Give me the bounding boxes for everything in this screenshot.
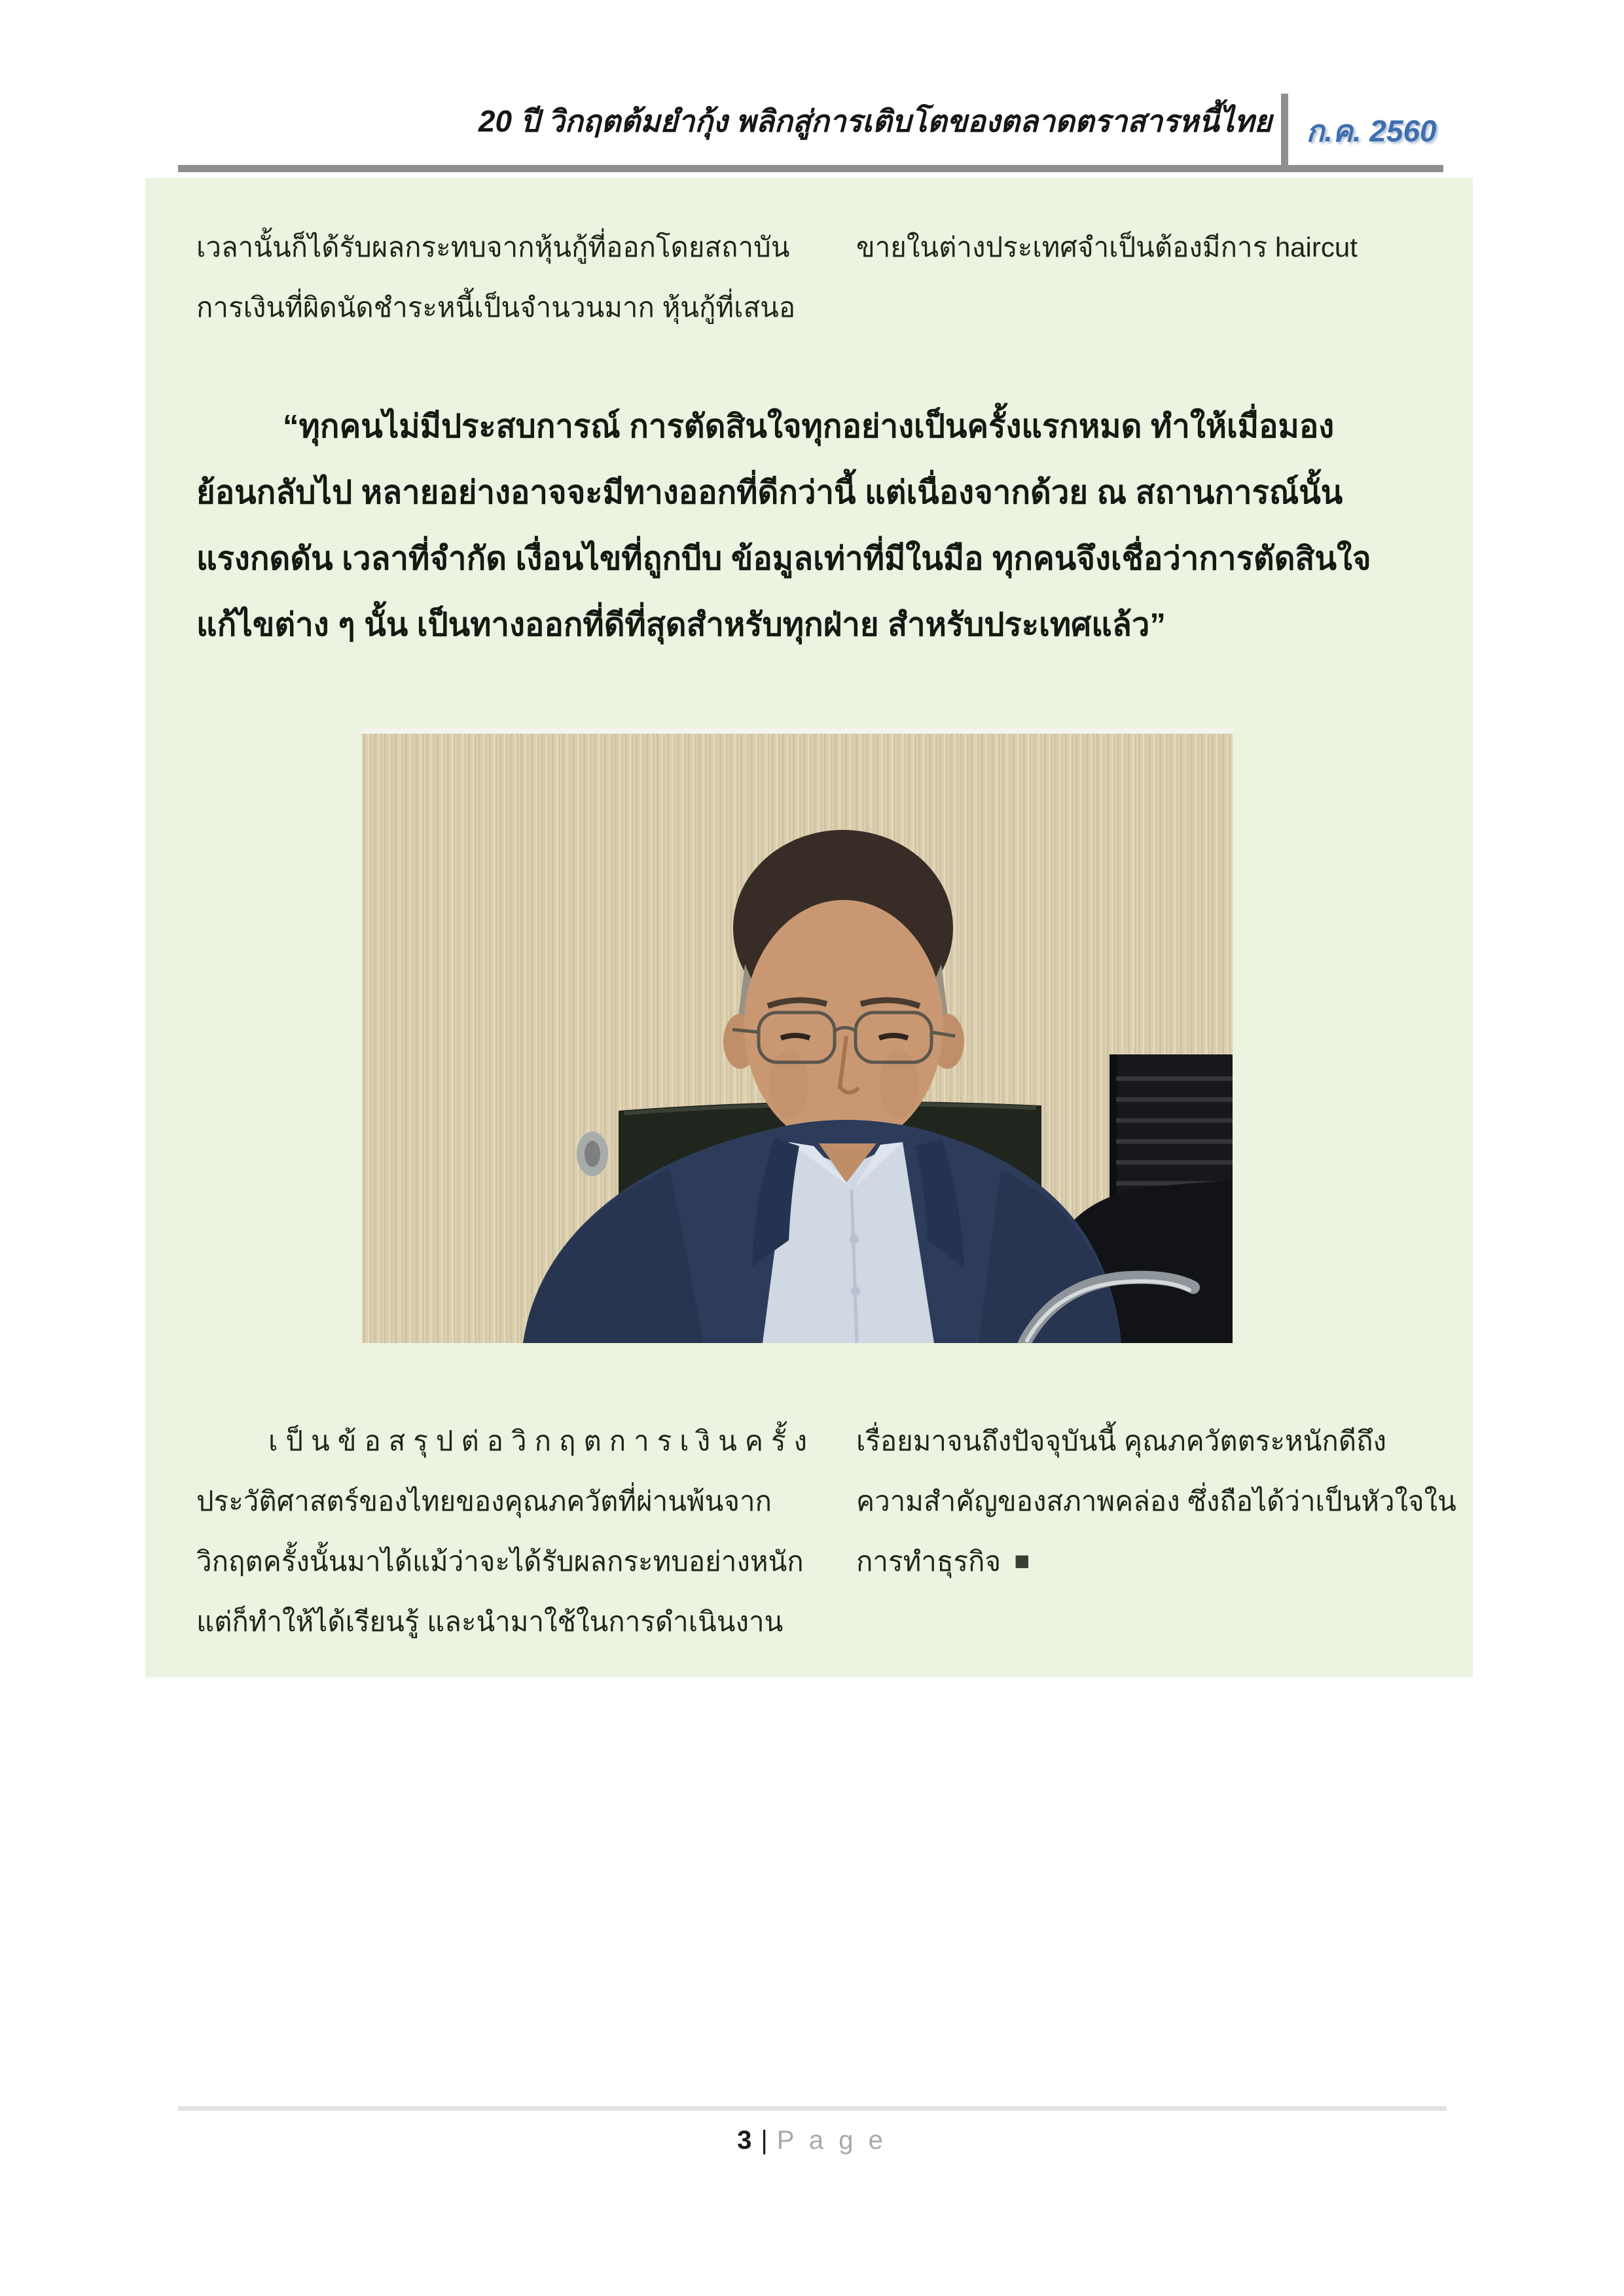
paragraph-line-text: การทำธุรกิจ [856,1546,1001,1577]
paragraph-line [856,1532,1471,1592]
quote-line: ย้อนกลับไป หลายอย่างอาจจะมีทางออกที่ดีกว่านี้ แต่เนื่องจากด้วย ณ สถานการณ์นั้น [196,475,1343,511]
paragraph-line: การเงินที่ผิดนัดชำระหนี้เป็นจำนวนมาก หุ้นกู้ที่เสนอ [196,292,796,323]
intro-column-right [856,217,1471,278]
page-footer [0,2126,1624,2155]
paragraph-line: วิกฤตครั้งนั้นมาได้แม้ว่าจะได้รับผลกระทบอย่างหนัก [196,1546,804,1577]
header-date: ก.ค. 2560 [1306,114,1437,148]
content-panel [145,178,1473,1677]
paragraph-line: ประวัติศาสตร์ของไทยของคุณภควัตที่ผ่านพ้นจาก [196,1486,772,1516]
page-number: 3 [737,2126,752,2155]
portrait-photo-illustration [362,728,1233,1343]
photo-top-strip [362,728,1233,734]
paragraph-line: เป็นข้อสรุปต่อวิกฤตการเงินครั้ง [268,1426,816,1456]
paragraph-line: เรื่อยมาจนถึงปัจจุบันนี้ คุณภควัตตระหนักดีถึง [856,1426,1387,1456]
header-separator-bar [1281,94,1288,171]
paragraph-line: เวลานั้นก็ได้รับผลกระทบจากหุ้นกู้ที่ออกโดยสถาบัน [196,232,790,262]
article-end-mark: ■ [1014,1547,1030,1575]
quote-line: “ทุกคนไม่มีประสบการณ์ การตัดสินใจทุกอย่างเป็นครั้งแรกหมด ทำให้เมื่อมอง [283,409,1335,444]
intro-column-left [196,217,818,338]
outro-column-right [856,1411,1471,1592]
paragraph-line: ขายในต่างประเทศจำเป็นต้องมีการ haircut [856,232,1358,262]
face [744,900,943,1149]
eye [781,1035,810,1038]
eye [879,1035,908,1038]
quote-line: แก้ไขต่าง ๆ นั้น เป็นทางออกที่ดีที่สุดสำหรับทุกฝ่าย สำหรับประเทศแล้ว” [196,607,1166,643]
footer-rule [178,2106,1447,2111]
outro-column-left [196,1411,818,1652]
quote-line: แรงกดดัน เวลาที่จำกัด เงื่อนไขที่ถูกบีบ ข้อมูลเท่าที่มีในมือ ทุกคนจึงเชื่อว่าการตัดสินใจ [196,541,1371,577]
page-header-title: 20 ปี วิกฤตต้มยำกุ้ง พลิกสู่การเติบโตของตลาดตราสารหนี้ไทย [478,104,1272,138]
portrait-photo [362,728,1233,1343]
pull-quote [196,394,1437,658]
paragraph-line: ความสำคัญของสภาพคล่อง ซึ่งถือได้ว่าเป็นหัวใจใน [856,1486,1456,1516]
footer-separator: | [761,2126,768,2155]
paragraph-line: แต่ก็ทำให้ได้เรียนรู้ และนำมาใช้ในการดำเนินงาน [196,1606,784,1637]
header-rule [178,165,1443,172]
footer-page-label: P a g e [776,2126,887,2155]
